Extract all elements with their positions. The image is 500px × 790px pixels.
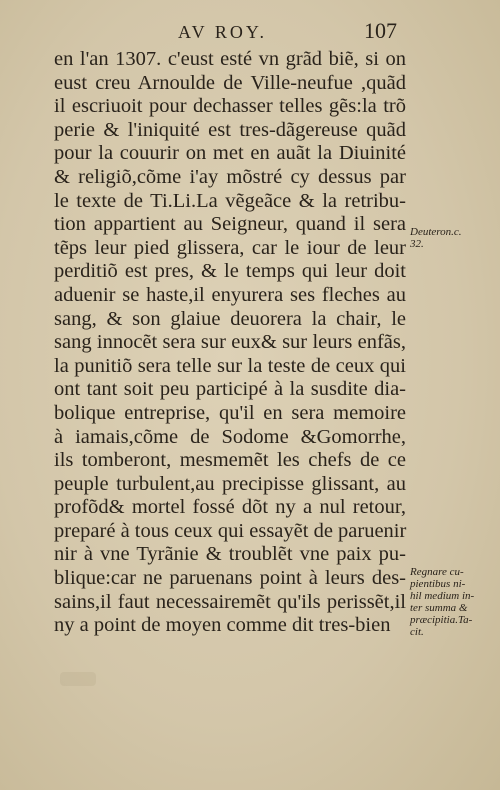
text-line: profõd& mortel fossé dõt ny a nul retour, — [54, 496, 406, 519]
margin-note-line: ter summa & — [410, 602, 468, 614]
text-line: aduenir se haste,il enyurera ses fleches au — [54, 283, 406, 306]
text-line: la punitiõ sera telle sur la teste de ceux qui — [54, 354, 406, 377]
margin-note-line: Regnare cu- — [410, 566, 464, 578]
text-line: eust creu Arnoulde de Ville-neufue ,quãd — [54, 71, 406, 94]
margin-note-line: cit. — [410, 626, 424, 638]
text-line: à iamais,cõme de Sodome &Gomorrhe, — [54, 425, 406, 448]
text-line: perditiõ est pres, & le temps qui leur doit — [54, 260, 406, 283]
text-line: le texte de Ti.Li.La vẽgeãce & la retribu- — [54, 189, 406, 212]
text-line: sang innocẽt sera sur eux& sur leurs enfãs, — [54, 331, 406, 354]
margin-note-line: pientibus ni- — [410, 578, 466, 590]
text-line: en l'an 1307. c'eust esté vn grãd biẽ, si on — [54, 48, 406, 70]
text-line: perie & l'iniquité est tres-dãgereuse quãd — [54, 118, 406, 141]
text-line: peuple turbulent,au precipisse glissant, au — [54, 472, 406, 495]
text-line: ils tomberont, mesmemẽt les chefs de ce — [54, 449, 406, 472]
text-line: bolique entreprise, qu'il en sera memoire — [54, 401, 406, 424]
margin-note-line: 32. — [410, 238, 424, 250]
text-line: sang, & son glaiue deuorera la chair, le — [54, 307, 406, 330]
margin-note-tacitus — [410, 566, 494, 638]
text-line: tẽps leur pied glissera, car le iour de leur — [54, 236, 406, 259]
margin-note-line: hil medium in- — [410, 590, 475, 602]
text-line: nir à vne Tyrãnie & troublẽt vne paix pu- — [54, 543, 406, 566]
text-line: & religiõ,cõme i'ay mõstré cy dessus par — [54, 165, 406, 188]
text-line: sains,il faut necessairemẽt qu'ils perissẽt,il — [54, 590, 406, 613]
text-line: tion appartient au Seigneur, quand il sera — [54, 213, 406, 236]
margin-note-line: Deuteron.c. — [410, 226, 462, 238]
running-title: AV ROY. — [178, 22, 268, 42]
page-number: 107 — [364, 18, 397, 43]
text-line: blique:car ne paruenans point à leurs des- — [54, 567, 406, 590]
page-header — [0, 18, 500, 46]
margin-note-deuteronomy — [410, 226, 494, 250]
text-line: ont tant soit peu participé à la susdite dia- — [54, 378, 406, 401]
text-line: preparé à tous ceux qui essayẽt de paruenir — [54, 519, 407, 542]
margin-note-line: præcipitia.Ta- — [410, 614, 473, 626]
text-line: ny a point de moyen comme dit tres-bien — [54, 614, 391, 637]
text-line: pour la couurir on met en auãt la Diuinité — [54, 142, 406, 165]
ink-smudge — [60, 672, 96, 686]
body-text — [54, 48, 406, 638]
text-line: il escriuoit pour dechasser telles gẽs:la trõ — [54, 95, 406, 118]
